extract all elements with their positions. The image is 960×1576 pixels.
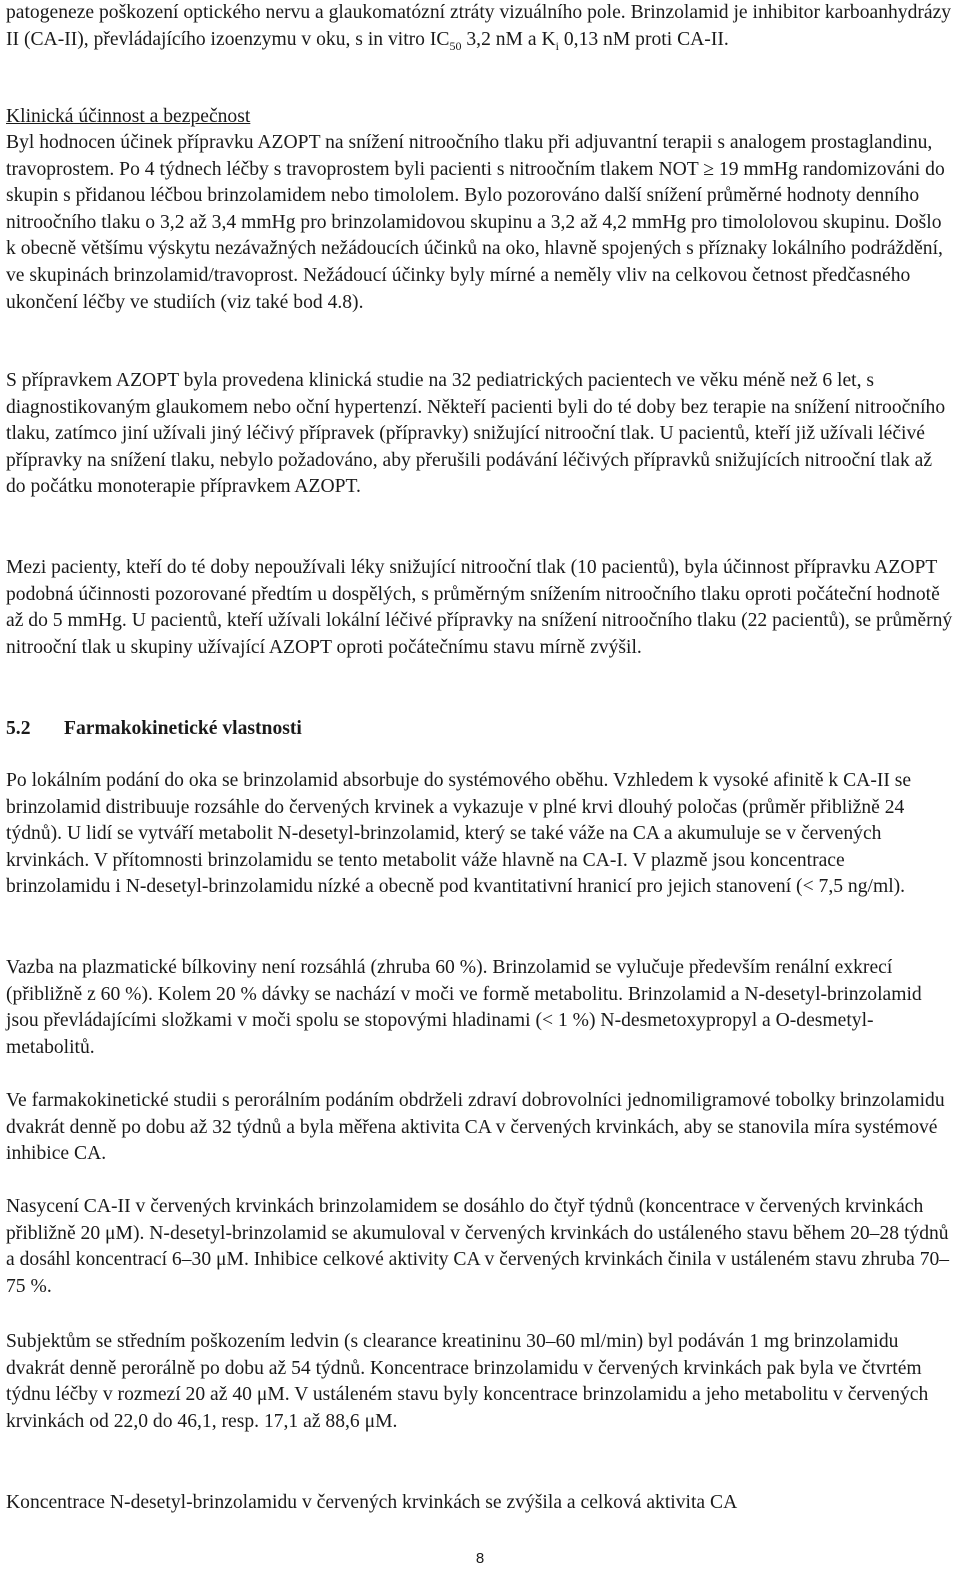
pharmacokinetics-paragraph-2: Vazba na plazmatické bílkoviny není rozsáhlá (zhruba 60 %). Brinzolamid se vylučuje především renální exkrecí (přibližně z 60 %). Kolem 20 % dávky se nachází v moči ve formě metabolitu. Brinzolamid a N-desetyl-brinzolamid jsou převládajícími složkami v moči spolu se stopovými hladinami (< 1 %) N-desmetoxypropyl a O-desmetyl-metabolitů. — [6, 957, 922, 1058]
pharmacokinetics-paragraph-4: Nasycení CA-II v červených krvinkách brinzolamidem se dosáhlo do čtyř týdnů (koncentrace v červených krvinkách přibližně 20 μM). N-desetyl-brinzolamid se akumuloval v červených krvinkách do ustáleného stavu během 20–28 týdnů a dosáhl koncentrací 6–30 μM. Inhibice celkové aktivity CA v červených krvinkách činila v ustáleném stavu zhruba 70–75 %. — [6, 1196, 950, 1297]
clinical-paragraph: Byl hodnocen účinek přípravku AZOPT na snížení nitroočního tlaku při adjuvantní terapii s analogem prostaglandinu, travoprostem. Po 4 týdnech léčby s travoprostem byli pacienti s nitroočním tlakem NOT ≥ 19 mmHg randomizováni do skupin s přidanou léčbou brinzolamidem nebo timololem. Bylo pozorováno další snížení průměrné hodnoty denního nitroočního tlaku o 3,2 až 3,4 mmHg pro brinzolamidovou skupinu a 3,2 až 4,2 mmHg pro timololovou skupinu. Došlo k obecně většímu výskytu nezávažných nežádoucích účinků na oko, hlavně spojených s příznaky lokálního podráždění, ve skupinách brinzolamid/travoprost. Nežádoucí účinky byly mírné a neměly vliv na celkovou četnost předčasného ukončení léčby ve studiích (viz také bod 4.8). — [6, 132, 945, 313]
section-title: Farmakokinetické vlastnosti — [64, 718, 302, 739]
page-number: 8 — [475, 1550, 485, 1567]
section-heading — [6, 716, 954, 743]
naive-patients-paragraph: Mezi pacienty, kteří do té doby nepoužívali léky snižující nitrooční tlak (10 pacientů), byla účinnost přípravku AZOPT podobná účinnosti pozorované předtím u dospělých, s průměrným snížením nitroočního tlaku oproti počáteční hodnotě až do 5 mmHg. U pacientů, kteří užívali lokální léčivé přípravky na snížení nitroočního tlaku (22 pacientů), se průměrný nitrooční tlak u skupiny užívající AZOPT oproti počátečnímu stavu mírně zvýšil. — [6, 557, 953, 658]
pharmacokinetics-paragraph-1: Po lokálním podání do oka se brinzolamid absorbuje do systémového oběhu. Vzhledem k vysoké afinitě k CA-II se brinzolamid distribuuje rozsáhle do červených krvinek a vykazuje v plné krvi dlouhý poločas (průměr přibližně 24 týdnů). U lidí se vytváří metabolit N-desetyl-brinzolamid, který se také váže na CA a akumuluje se v červených krvinkách. V přítomnosti brinzolamidu se tento metabolit váže hlavně na CA-I. V plazmě jsou koncentrace brinzolamidu i N-desetyl-brinzolamidu nízké a obecně pod kvantitativní hranicí pro jejich stanovení (< 7,5 ng/ml). — [6, 770, 912, 898]
pharmacokinetics-paragraph-3: Ve farmakokinetické studii s perorálním podáním obdrželi zdraví dobrovolníci jednomiligramové tobolky brinzolamidu dvakrát denně po dobu až 32 týdnů a byla měřena aktivita CA v červených krvinkách, aby se stanovila míra systémové inhibice CA. — [6, 1090, 945, 1165]
pediatric-paragraph: S přípravkem AZOPT byla provedena klinická studie na 32 pediatrických pacientech ve věku méně než 6 let, s diagnostikovaným glaukomem nebo oční hypertenzí. Někteří pacienti byli do té doby bez terapie na snížení nitroočního tlaku, zatímco jiní užívali jiný léčivý přípravek (přípravky) snižující nitrooční tlak. U pacientů, kteří již užívali léčivé přípravky na snížení tlaku, nebylo požadováno, aby přerušili podávání léčivých přípravků snižujících nitrooční tlak až do počátku monoterapie přípravkem AZOPT. — [6, 370, 946, 498]
section-number: 5.2 — [6, 718, 31, 739]
intro-paragraph: patogeneze poškození optického nervu a glaukomatózní ztráty vizuálního pole. Brinzolamid je inhibitor karboanhydrázy II (CA-II), převládajícího izoenzymu v oku, s in vitro $IC_{50}$ 3,2 nM a $K_i$ 0,13 nM proti CA-II. — [6, 2, 952, 53]
clinical-efficacy-heading: Klinická účinnost a bezpečnost — [6, 106, 251, 127]
pharmacokinetics-paragraph-6: Koncentrace N-desetyl-brinzolamidu v červených krvinkách se zvýšila a celková aktivita CA — [6, 1492, 738, 1513]
pharmacokinetics-paragraph-5: Subjektům se středním poškozením ledvin (s clearance kreatininu 30–60 ml/min) byl podáván 1 mg brinzolamidu dvakrát denně perorálně po dobu až 54 týdnů. Koncentrace brinzolamidu v červených krvinkách pak byla ve čtvrtém týdnu léčby v rozmezí 20 až 40 μM. V ustáleném stavu byly koncentrace brinzolamidu a jeho metabolitu v červených krvinkách od 22,0 do 46,1, resp. 17,1 až 88,6 μM. — [6, 1331, 929, 1432]
